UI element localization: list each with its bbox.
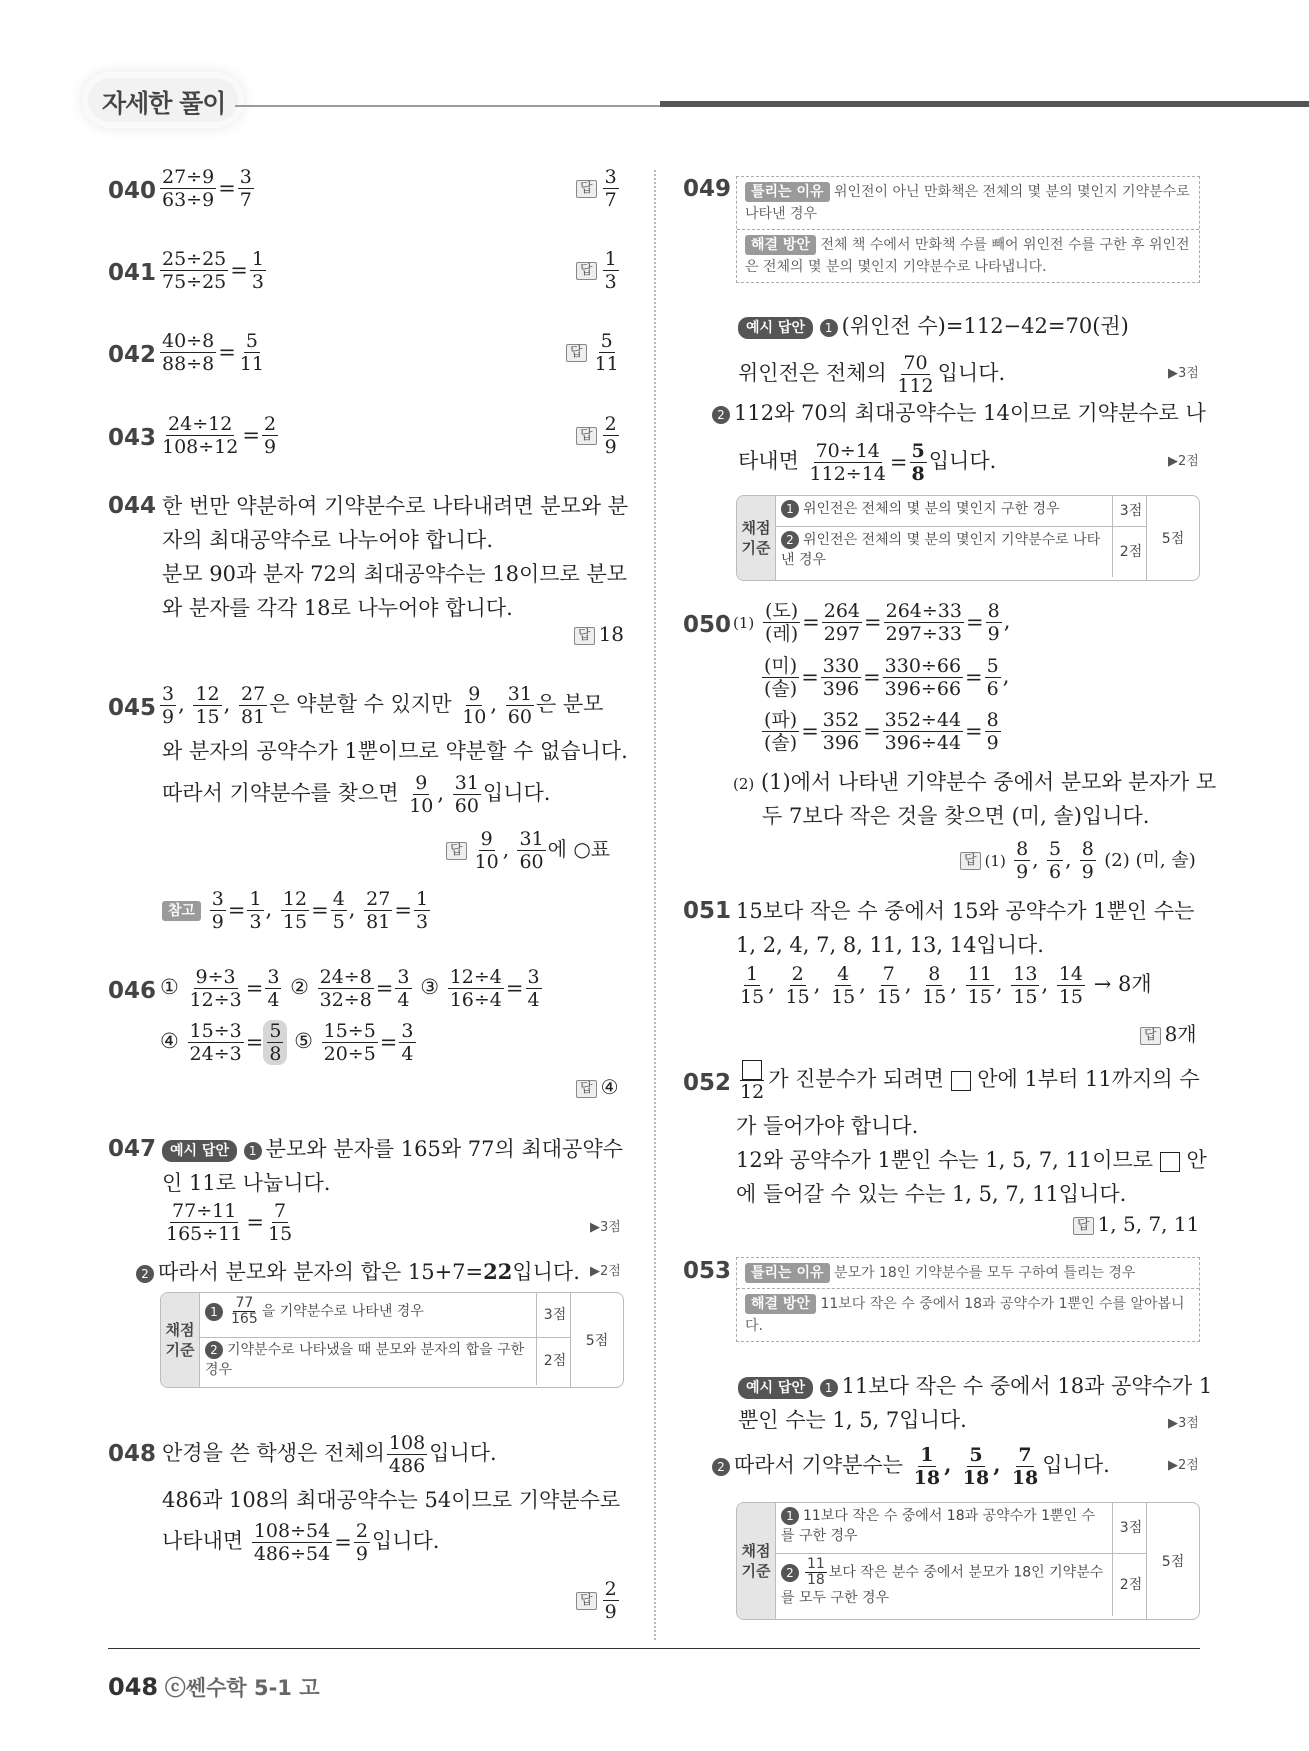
answer: 답 $\frac{1}{3}$ xyxy=(576,248,621,293)
fraction: $\frac{27\div 9}{63\div 9}$ xyxy=(162,166,215,211)
header-rule-thick xyxy=(660,101,1309,107)
answer: 답 $\frac{2}{9}$ xyxy=(576,1578,621,1623)
answer: 답 $\frac{2}{9}$ xyxy=(576,413,621,458)
page-header xyxy=(0,0,1309,130)
answer: 답 8개 xyxy=(1140,1018,1197,1047)
grading-table: 채점 기준 1 11보다 작은 수 중에서 18과 공약수가 1뿐인 수를 구한 경우 3점 2 $\frac{11}{18}$ 보다 작은 분수 중에서 분모가 18인 기약분수를 모두 구한 경우 2점 5점 xyxy=(736,1502,1200,1620)
grading-table: 채점 기준 1 $\frac{77}{165}$ 을 기약분수로 나타낸 경우 3점 2 기약분수로 나타냈을 때 분모와 분자의 합을 구한 경우 2점 5점 xyxy=(160,1292,624,1388)
header-rule-thin xyxy=(235,105,660,107)
page-footer: 048 ⓒ쎈수학 5-1 고 xyxy=(108,1673,320,1701)
column-divider xyxy=(654,170,656,1640)
answer: 답 $\frac{5}{11}$ xyxy=(566,330,623,375)
answer: 답 18 xyxy=(574,622,624,646)
hint-box: 틀리는 이유 분모가 18인 기약분수를 모두 구하여 틀리는 경우 해결 방안 11보다 작은 수 중에서 18과 공약수가 1뿐인 수를 알아봅니다. xyxy=(736,1257,1200,1342)
note: 참고 $\frac{3}{9}$ = $\frac{1}{3}$ , $\frac{12}{15}$ = $\frac{4}{5}$ , $\frac{27}{81}$ = $\frac{1}{3}$ xyxy=(162,888,432,933)
section-logo: 자세한 풀이 xyxy=(88,78,238,122)
answer: 답 $\frac{9}{10}$ , $\frac{31}{60}$ 에 ○표 xyxy=(446,828,610,873)
answer: 답 $\frac{3}{7}$ xyxy=(576,166,621,211)
answer: 답 (1) $\frac{8}{9}$ , $\frac{5}{6}$ , $\frac{8}{9}$ (2) (미, 솔) xyxy=(960,838,1196,883)
grading-table: 채점 기준 1 위인전은 전체의 몇 분의 몇인지 구한 경우 3점 2 위인전은 전체의 몇 분의 몇인지 기약분수로 나타낸 경우 2점 5점 xyxy=(736,495,1200,581)
answer: 답 ④ xyxy=(576,1075,619,1099)
footer-rule xyxy=(108,1648,1200,1649)
answer: 답 1, 5, 7, 11 xyxy=(1073,1212,1199,1236)
hint-box: 틀리는 이유 위인전이 아닌 만화책은 전체의 몇 분의 몇인지 기약분수로 나타낸 경우 해결 방안 전체 책 수에서 만화책 수를 빼어 위인전 수를 구한 후 위인전은 전체의 몇 분의 몇인지 기약분수로 나타냅니다. xyxy=(736,176,1200,283)
